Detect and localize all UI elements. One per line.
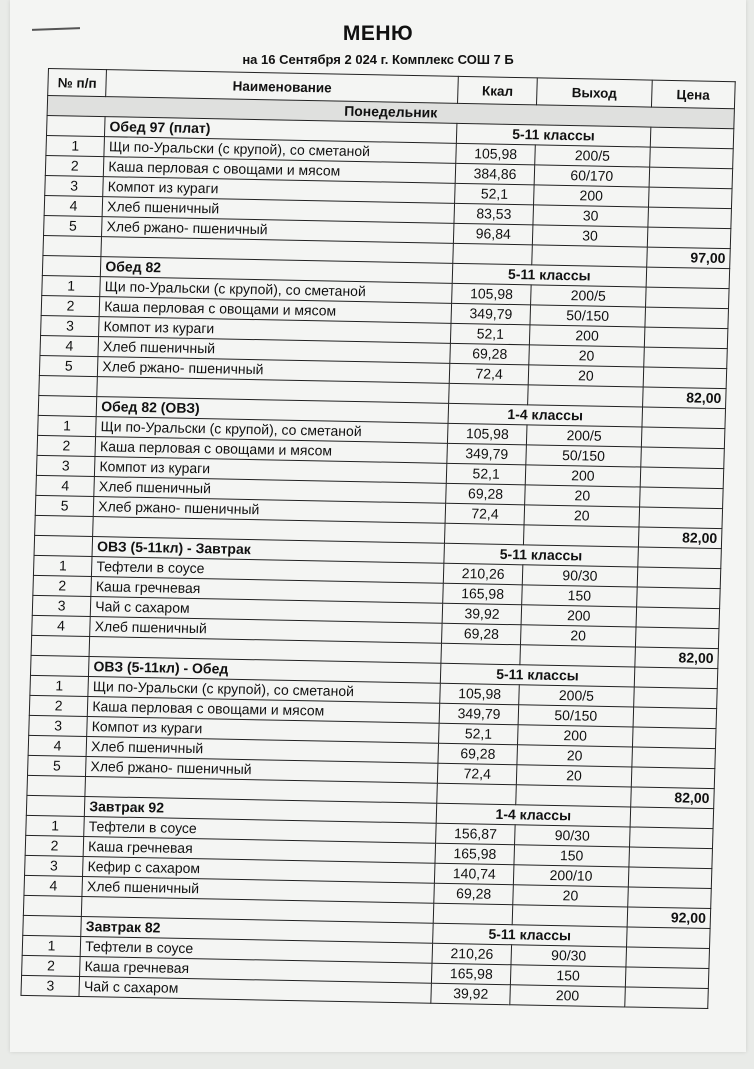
item-name: Щи по-Уральски (с крупой), со сметаной (88, 677, 440, 704)
total-blank-out (516, 785, 631, 807)
page-title: МЕНЮ (342, 22, 414, 45)
item-output: 200/10 (514, 865, 629, 887)
item-output: 90/30 (511, 945, 626, 967)
item-kcal: 210,26 (443, 563, 523, 585)
item-output: 90/30 (522, 565, 637, 587)
item-number: 2 (33, 575, 92, 596)
item-number: 3 (32, 595, 91, 616)
item-number: 2 (25, 835, 84, 856)
day-label: Понедельник (47, 96, 734, 129)
group-num-cell (26, 795, 85, 816)
item-price (648, 207, 732, 229)
group-title: Завтрак 92 (85, 796, 437, 823)
group-price-cell (646, 267, 730, 289)
group-classes: 1-4 классы (436, 803, 630, 827)
item-number: 1 (38, 415, 97, 436)
group-title: Завтрак 82 (81, 916, 433, 943)
item-name: Тефтели в соусе (80, 936, 432, 963)
item-number: 3 (45, 175, 104, 196)
item-kcal: 165,98 (443, 583, 523, 605)
item-kcal: 105,98 (448, 423, 528, 445)
group-price-cell (637, 547, 721, 569)
group-classes: 1-4 классы (448, 403, 642, 427)
group-num-cell (34, 535, 93, 556)
item-kcal: 52,1 (450, 323, 530, 345)
item-output: 50/150 (526, 445, 641, 467)
item-price (641, 427, 725, 449)
item-number: 4 (24, 875, 83, 896)
item-name: Чай с сахаром (91, 597, 443, 624)
item-output: 150 (511, 965, 626, 987)
item-number: 3 (36, 455, 95, 476)
item-number: 5 (39, 355, 98, 376)
item-name: Хлеб ржано- пшеничный (102, 217, 454, 244)
item-number: 3 (21, 975, 80, 996)
item-kcal: 69,28 (434, 883, 514, 905)
item-kcal: 72,4 (445, 503, 525, 525)
page-subtitle: на 16 Сентября 2 024 г. Комплекс СОШ 7 Б (242, 52, 514, 67)
item-output: 200 (510, 985, 625, 1007)
item-name: Компот из кураги (103, 177, 455, 204)
total-blank-out (520, 645, 635, 667)
item-output: 50/150 (530, 305, 645, 327)
item-price (645, 287, 729, 309)
item-kcal: 69,28 (438, 743, 518, 765)
item-number: 4 (36, 475, 95, 496)
item-name: Хлеб ржано- пшеничный (86, 757, 438, 784)
group-price-cell (626, 927, 710, 949)
group-price-cell (634, 667, 718, 689)
group-num-cell (23, 915, 82, 936)
total-blank-num (35, 515, 94, 536)
group-num-cell (30, 655, 89, 676)
total-blank-num (27, 775, 86, 796)
total-blank-num (31, 635, 90, 656)
item-kcal: 156,87 (436, 823, 516, 845)
item-kcal: 72,4 (437, 763, 517, 785)
item-kcal: 165,98 (435, 843, 515, 865)
group-title: Обед 97 (плат) (105, 117, 457, 144)
group-total-price: 97,00 (646, 247, 730, 269)
item-output: 200 (530, 325, 645, 347)
item-price (639, 487, 723, 509)
item-output: 20 (513, 885, 628, 907)
column-header-num: № п/п (48, 69, 107, 97)
item-price (632, 727, 716, 749)
group-num-cell (42, 255, 101, 276)
item-number: 2 (22, 955, 81, 976)
item-price (627, 887, 711, 909)
column-header-kcal: Ккал (458, 76, 538, 105)
group-title: ОВЗ (5-11кл) - Завтрак (92, 537, 444, 564)
item-price (636, 607, 720, 629)
item-output: 200/5 (519, 685, 634, 707)
item-price (643, 347, 727, 369)
item-name: Хлеб пшеничный (102, 197, 454, 224)
item-kcal: 83,53 (454, 203, 534, 225)
item-output: 20 (521, 625, 636, 647)
item-output: 20 (517, 765, 632, 787)
item-price (644, 327, 728, 349)
item-output: 200 (518, 725, 633, 747)
total-blank-kcal (449, 383, 529, 405)
item-price (640, 467, 724, 489)
group-num-cell (38, 395, 97, 416)
item-kcal: 39,92 (431, 983, 511, 1005)
group-price-cell (642, 407, 726, 429)
column-header-out: Выход (537, 78, 652, 107)
item-name: Щи по-Уральски (с крупой), со сметаной (104, 137, 456, 164)
item-price (629, 827, 713, 849)
item-kcal: 69,28 (442, 623, 522, 645)
item-number: 1 (33, 555, 92, 576)
item-number: 1 (30, 675, 89, 696)
item-number: 3 (29, 715, 88, 736)
menu-table (20, 68, 735, 1009)
item-output: 150 (522, 585, 637, 607)
total-blank-out (524, 525, 639, 547)
item-output: 150 (514, 845, 629, 867)
item-price (626, 947, 710, 969)
group-classes: 5-11 классы (452, 263, 646, 287)
item-output: 60/170 (534, 165, 649, 187)
item-output: 90/30 (515, 825, 630, 847)
item-name: Чай с сахаром (79, 976, 431, 1003)
group-classes: 5-11 классы (433, 923, 627, 947)
item-kcal: 210,26 (432, 943, 512, 965)
item-kcal: 140,74 (434, 863, 514, 885)
item-output: 50/150 (518, 705, 633, 727)
item-name: Кефир с сахаром (83, 856, 435, 883)
item-price (625, 967, 709, 989)
item-kcal: 72,4 (449, 363, 529, 385)
item-kcal: 384,86 (455, 163, 535, 185)
item-number: 2 (41, 295, 100, 316)
item-output: 200 (521, 605, 636, 627)
item-number: 4 (40, 335, 99, 356)
item-price (632, 747, 716, 769)
item-output: 30 (533, 205, 648, 227)
item-kcal: 52,1 (446, 463, 526, 485)
item-name: Каша гречневая (91, 577, 443, 604)
item-output: 200 (525, 465, 640, 487)
menu-sheet (10, 0, 746, 1052)
item-number: 2 (45, 155, 104, 176)
item-number: 2 (29, 695, 88, 716)
item-price (628, 867, 712, 889)
item-output: 30 (533, 225, 648, 247)
group-price-cell (630, 807, 714, 829)
item-price (649, 147, 733, 169)
item-name: Каша перловая с овощами и мясом (95, 437, 447, 464)
group-price-cell (650, 127, 734, 149)
group-title: Обед 82 (ОВЗ) (96, 397, 448, 424)
total-blank-out (512, 905, 627, 927)
item-kcal: 52,1 (455, 183, 535, 205)
group-total-price: 82,00 (642, 387, 726, 409)
item-price (633, 707, 717, 729)
column-header-price: Цена (651, 80, 735, 109)
item-kcal: 52,1 (439, 723, 519, 745)
item-name: Компот из кураги (99, 317, 451, 344)
group-classes: 5-11 классы (440, 663, 634, 687)
item-output: 200/5 (527, 425, 642, 447)
item-output: 200/5 (531, 285, 646, 307)
item-output: 20 (524, 505, 639, 527)
total-blank-kcal (453, 243, 533, 265)
item-number: 4 (32, 615, 91, 636)
group-num-cell (46, 116, 105, 137)
item-price (633, 687, 717, 709)
item-output: 20 (528, 365, 643, 387)
item-kcal: 69,28 (446, 483, 526, 505)
item-number: 2 (37, 435, 96, 456)
item-name: Хлеб пшеничный (94, 477, 446, 504)
total-blank-num (23, 895, 82, 916)
total-blank-out (528, 385, 643, 407)
item-kcal: 349,79 (439, 703, 519, 725)
item-output: 20 (525, 485, 640, 507)
item-price (645, 307, 729, 329)
item-name: Хлеб пшеничный (82, 876, 434, 903)
item-price (643, 367, 727, 389)
item-name: Хлеб ржано- пшеничный (98, 357, 450, 384)
item-number: 5 (28, 755, 87, 776)
group-title: Обед 82 (101, 257, 453, 284)
item-name: Тефтели в соусе (84, 816, 436, 843)
column-header-name: Наименование (106, 70, 458, 104)
item-kcal: 96,84 (453, 223, 533, 245)
item-output: 200/5 (535, 145, 650, 167)
item-name: Хлеб пшеничный (90, 617, 442, 644)
item-price (631, 767, 715, 789)
item-number: 1 (46, 135, 105, 156)
group-title: ОВЗ (5-11кл) - Обед (89, 657, 441, 684)
item-name: Хлеб пшеничный (86, 737, 438, 764)
item-price (639, 507, 723, 529)
item-number: 4 (28, 735, 87, 756)
item-output: 20 (529, 345, 644, 367)
item-name: Каша гречневая (83, 836, 435, 863)
item-kcal: 165,98 (432, 963, 512, 985)
item-name: Каша перловая с овощами и мясом (104, 157, 456, 184)
total-blank-num (43, 235, 102, 256)
total-blank-num (39, 375, 98, 396)
item-name: Каша перловая с овощами и мясом (88, 697, 440, 724)
group-total-price: 92,00 (627, 907, 711, 929)
group-classes: 5-11 классы (444, 543, 638, 567)
group-classes: 5-11 классы (456, 123, 650, 147)
item-kcal: 349,79 (447, 443, 527, 465)
item-number: 3 (41, 315, 100, 336)
item-kcal: 105,98 (452, 283, 532, 305)
total-blank-kcal (445, 523, 525, 545)
item-number: 5 (44, 215, 103, 236)
item-kcal: 39,92 (442, 603, 522, 625)
menu-body (21, 96, 734, 1009)
total-blank-out (532, 245, 647, 267)
item-name: Компот из кураги (95, 457, 447, 484)
item-number: 5 (35, 495, 94, 516)
item-name: Хлеб пшеничный (98, 337, 450, 364)
item-number: 1 (42, 275, 101, 296)
item-kcal: 349,79 (451, 303, 531, 325)
item-kcal: 105,98 (456, 143, 536, 165)
item-price (648, 187, 732, 209)
item-price (637, 567, 721, 589)
item-name: Щи по-Уральски (с крупой), со сметаной (96, 417, 448, 444)
item-kcal: 69,28 (450, 343, 530, 365)
item-number: 3 (25, 855, 84, 876)
total-blank-kcal (437, 783, 517, 805)
item-name: Компот из кураги (87, 717, 439, 744)
item-output: 200 (534, 185, 649, 207)
total-blank-kcal (441, 643, 521, 665)
item-price (635, 627, 719, 649)
item-name: Щи по-Уральски (с крупой), со сметаной (100, 277, 452, 304)
item-kcal: 105,98 (440, 683, 520, 705)
item-number: 1 (26, 815, 85, 836)
item-price (649, 167, 733, 189)
item-output: 20 (517, 745, 632, 767)
item-price (647, 227, 731, 249)
item-price (624, 987, 708, 1009)
item-name: Каша гречневая (80, 956, 432, 983)
item-number: 4 (44, 195, 103, 216)
item-name: Тефтели в соусе (92, 557, 444, 584)
total-blank-kcal (433, 903, 513, 925)
item-price (636, 587, 720, 609)
item-number: 1 (22, 935, 81, 956)
item-name: Хлеб ржано- пшеничный (93, 497, 445, 524)
group-total-price: 82,00 (638, 527, 722, 549)
item-name: Каша перловая с овощами и мясом (99, 297, 451, 324)
item-price (640, 447, 724, 469)
group-total-price: 82,00 (635, 647, 719, 669)
group-total-price: 82,00 (630, 787, 714, 809)
item-price (629, 847, 713, 869)
